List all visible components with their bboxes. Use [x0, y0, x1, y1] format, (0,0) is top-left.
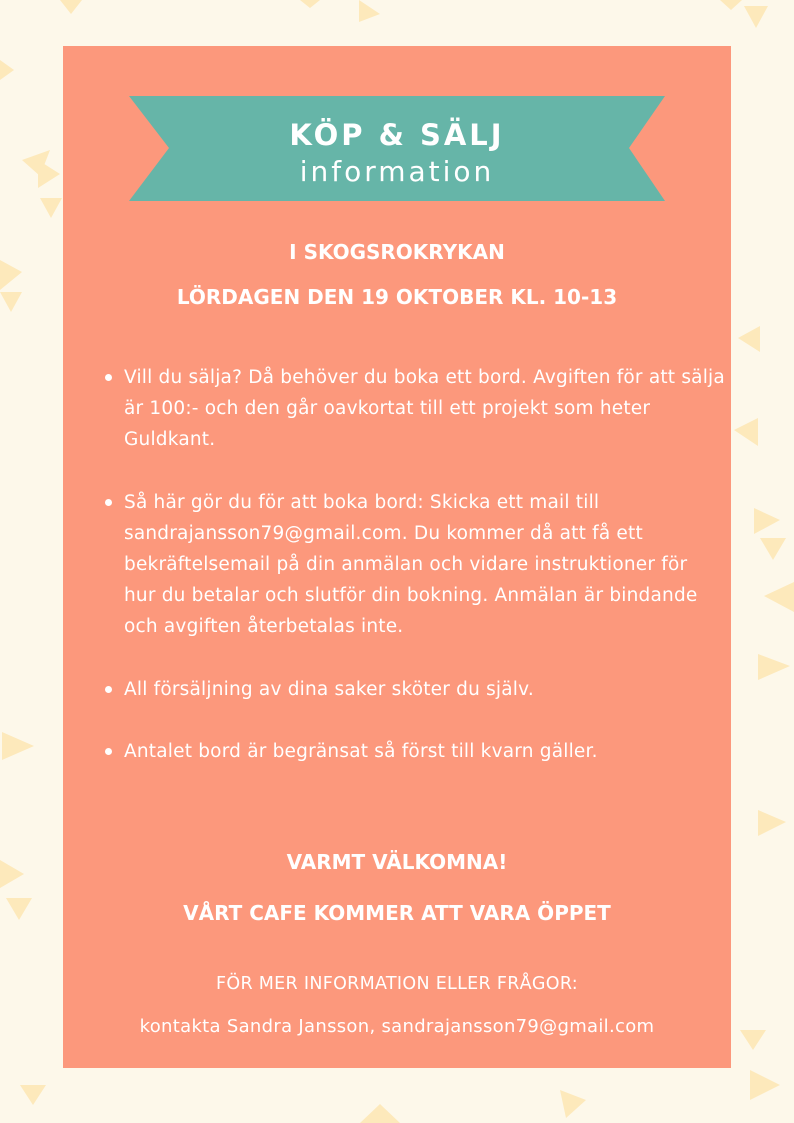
bullet-dot-icon: [105, 748, 112, 755]
banner-subtitle: information: [299, 155, 495, 188]
info-card: [63, 46, 731, 1068]
bullet-dot-icon: [105, 374, 112, 381]
bullet-item-booking: [105, 362, 725, 456]
bullet-text: All försäljning av dina saker sköter du själv.: [124, 678, 534, 700]
event-date: LÖRDAGEN DEN 19 OKTOBER KL. 10-13: [176, 285, 618, 309]
event-venue: I SKOGSROKRYKAN: [289, 240, 505, 264]
title-banner: [129, 96, 665, 201]
bullet-text: Så här gör du för att boka bord: Skicka ett mail till sandrajansson79@gmail.com. Du kommer då att få ett bekräftelsemail på din anmälan och vidare instruktioner för hur du betalar och slutför din bokning. Anmälan är bindande och avgiften återbetalas inte.: [124, 491, 698, 638]
bullet-dot-icon: [105, 686, 112, 693]
bullet-text: Vill du sälja? Då behöver du boka ett bord. Avgiften för att sälja är 100:- och den går oavkortat till ett projekt som heter Guldkant.: [124, 367, 725, 451]
bullet-dot-icon: [105, 499, 112, 506]
bullet-item-limited-tables: [105, 736, 725, 767]
info-bullet-list: [105, 362, 725, 798]
banner-title: KÖP & SÄLJ: [289, 118, 505, 152]
bullet-item-selling: [105, 674, 725, 705]
bullet-item-instructions: [105, 487, 725, 643]
more-info-label: FÖR MER INFORMATION ELLER FRÅGOR:: [216, 974, 578, 994]
welcome-heading: VARMT VÄLKOMNA!: [286, 850, 508, 874]
bullet-text: Antalet bord är begränsat så först till kvarn gäller.: [124, 740, 598, 762]
cafe-heading: VÅRT CAFE KOMMER ATT VARA ÖPPET: [183, 901, 611, 925]
contact-line: kontakta Sandra Jansson, sandrajansson79@gmail.com: [139, 1016, 655, 1037]
